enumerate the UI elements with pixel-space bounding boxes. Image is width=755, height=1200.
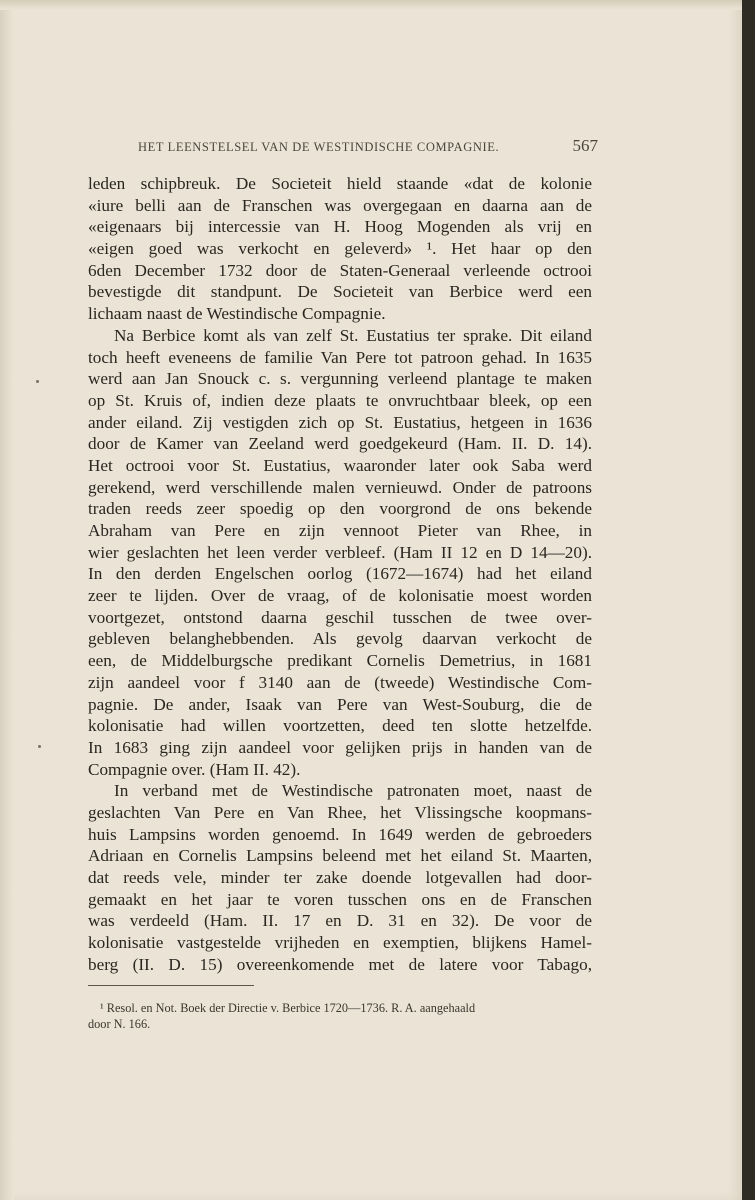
text-line: traden reeds zeer spoedig op den voorgrond de ons bekende — [88, 499, 592, 519]
text-line: dat reeds vele, minder ter zake doende lotgevallen had door- — [88, 868, 592, 887]
running-title: HET LEENSTELSEL VAN DE WESTINDISCHE COMPAGNIE. — [138, 140, 500, 154]
text-line: voortgezet, ontstond daarna geschil tusschen de twee over- — [88, 607, 592, 627]
text-line: In den derden Engelschen oorlog (1672—1674) had het eiland — [88, 564, 592, 584]
text-line: kolonisatie vastgestelde vrijheden en exemptien, blijkens Hamel- — [88, 933, 592, 953]
background-edge — [742, 0, 755, 1200]
footnote-line: door N. 166. — [88, 1017, 151, 1031]
text-line: «eigenaars bij intercessie van H. Hoog Mogenden als vrij en — [88, 217, 592, 237]
paper-speck — [38, 745, 41, 748]
page-top-edge — [0, 0, 742, 10]
text-line: «iure belli aan de Franschen was overgegaan en daarna aan de — [88, 195, 592, 215]
text-line: Compagnie over. (Ham II. 42). — [88, 759, 301, 779]
text-line: In verband met de Westindische patronaten moet, naast de — [114, 781, 592, 801]
text-line: door de Kamer van Zeeland werd goedgekeurd (Ham. II. D. 14). — [88, 434, 592, 454]
text-line: zijn aandeel voor f 3140 aan de (tweede) Westindische Com- — [88, 672, 592, 692]
body-text — [88, 173, 592, 975]
text-line: berg (II. D. 15) overeenkomende met de latere voor Tabago, — [88, 954, 592, 974]
text-line: ander eiland. Zij vestigden zich op St. Eustatius, hetgeen in 1636 — [88, 412, 592, 432]
text-line: een, de Middelburgsche predikant Cornelis Demetrius, in 1681 — [88, 651, 592, 671]
text-line: Het octrooi voor St. Eustatius, waaronder later ook Saba werd — [88, 455, 592, 475]
text-line: gerekend, werd verschillende malen vernieuwd. Onder de patroons — [88, 477, 592, 497]
text-line: «eigen goed was verkocht en geleverd» ¹. Het haar op den — [88, 239, 592, 259]
text-line: werd aan Jan Snouck c. s. vergunning verleend plantage te maken — [88, 369, 592, 389]
text-line: 6den December 1732 door de Staten-Generaal verleende octrooi — [88, 260, 592, 280]
text-line: op St. Kruis of, indien deze plaats te onvruchtbaar bleek, op een — [88, 390, 592, 410]
text-line: huis Lampsins worden genoemd. In 1649 werden de gebroeders — [88, 824, 592, 844]
text-line: pagnie. De ander, Isaak van Pere van West-Souburg, die de — [88, 694, 592, 714]
paper-speck — [36, 380, 39, 383]
text-line: kolonisatie had willen voortzetten, deed ten slotte hetzelfde. — [88, 716, 592, 736]
text-line: toch heeft eveneens de familie Van Pere tot patroon gehad. In 1635 — [88, 347, 592, 367]
text-line: wier geslachten het leen verder verbleef. (Ham II 12 en D 14—20). — [88, 542, 592, 562]
footnote-line: ¹ Resol. en Not. Boek der Directie v. Berbice 1720—1736. R. A. aangehaald — [100, 1001, 476, 1015]
text-line: In 1683 ging zijn aandeel voor gelijken prijs in handen van de — [88, 737, 592, 757]
text-line: Adriaan en Cornelis Lampsins beleend met het eiland St. Maarten, — [88, 846, 592, 866]
text-line: bevestigde dit standpunt. De Societeit van Berbice werd een — [88, 282, 592, 302]
footnote-rule — [88, 985, 254, 986]
text-line: lichaam naast de Westindische Compagnie. — [88, 304, 386, 324]
footnote — [88, 1000, 592, 1032]
text-line: geslachten Van Pere en Van Rhee, het Vlissingsche koopmans- — [88, 802, 592, 822]
text-line: was verdeeld (Ham. II. 17 en D. 31 en 32). De voor de — [88, 911, 592, 931]
text-line: Abraham van Pere en zijn vennoot Pieter van Rhee, in — [88, 521, 592, 540]
text-line: zeer te lijden. Over de vraag, of de kolonisatie moest worden — [88, 586, 592, 606]
text-line: gebleven belanghebbenden. Als gevolg daarvan verkocht de — [88, 629, 592, 649]
running-header — [138, 136, 598, 156]
text-line: gemaakt en het jaar te voren tusschen ons en de Franschen — [88, 889, 592, 909]
text-line: Na Berbice komt als van zelf St. Eustatius ter sprake. Dit eiland — [114, 325, 592, 345]
page-number: 567 — [572, 136, 598, 155]
page-gutter-shadow — [0, 0, 14, 1200]
text-line: leden schipbreuk. De Societeit hield staande «dat de kolonie — [88, 174, 592, 193]
